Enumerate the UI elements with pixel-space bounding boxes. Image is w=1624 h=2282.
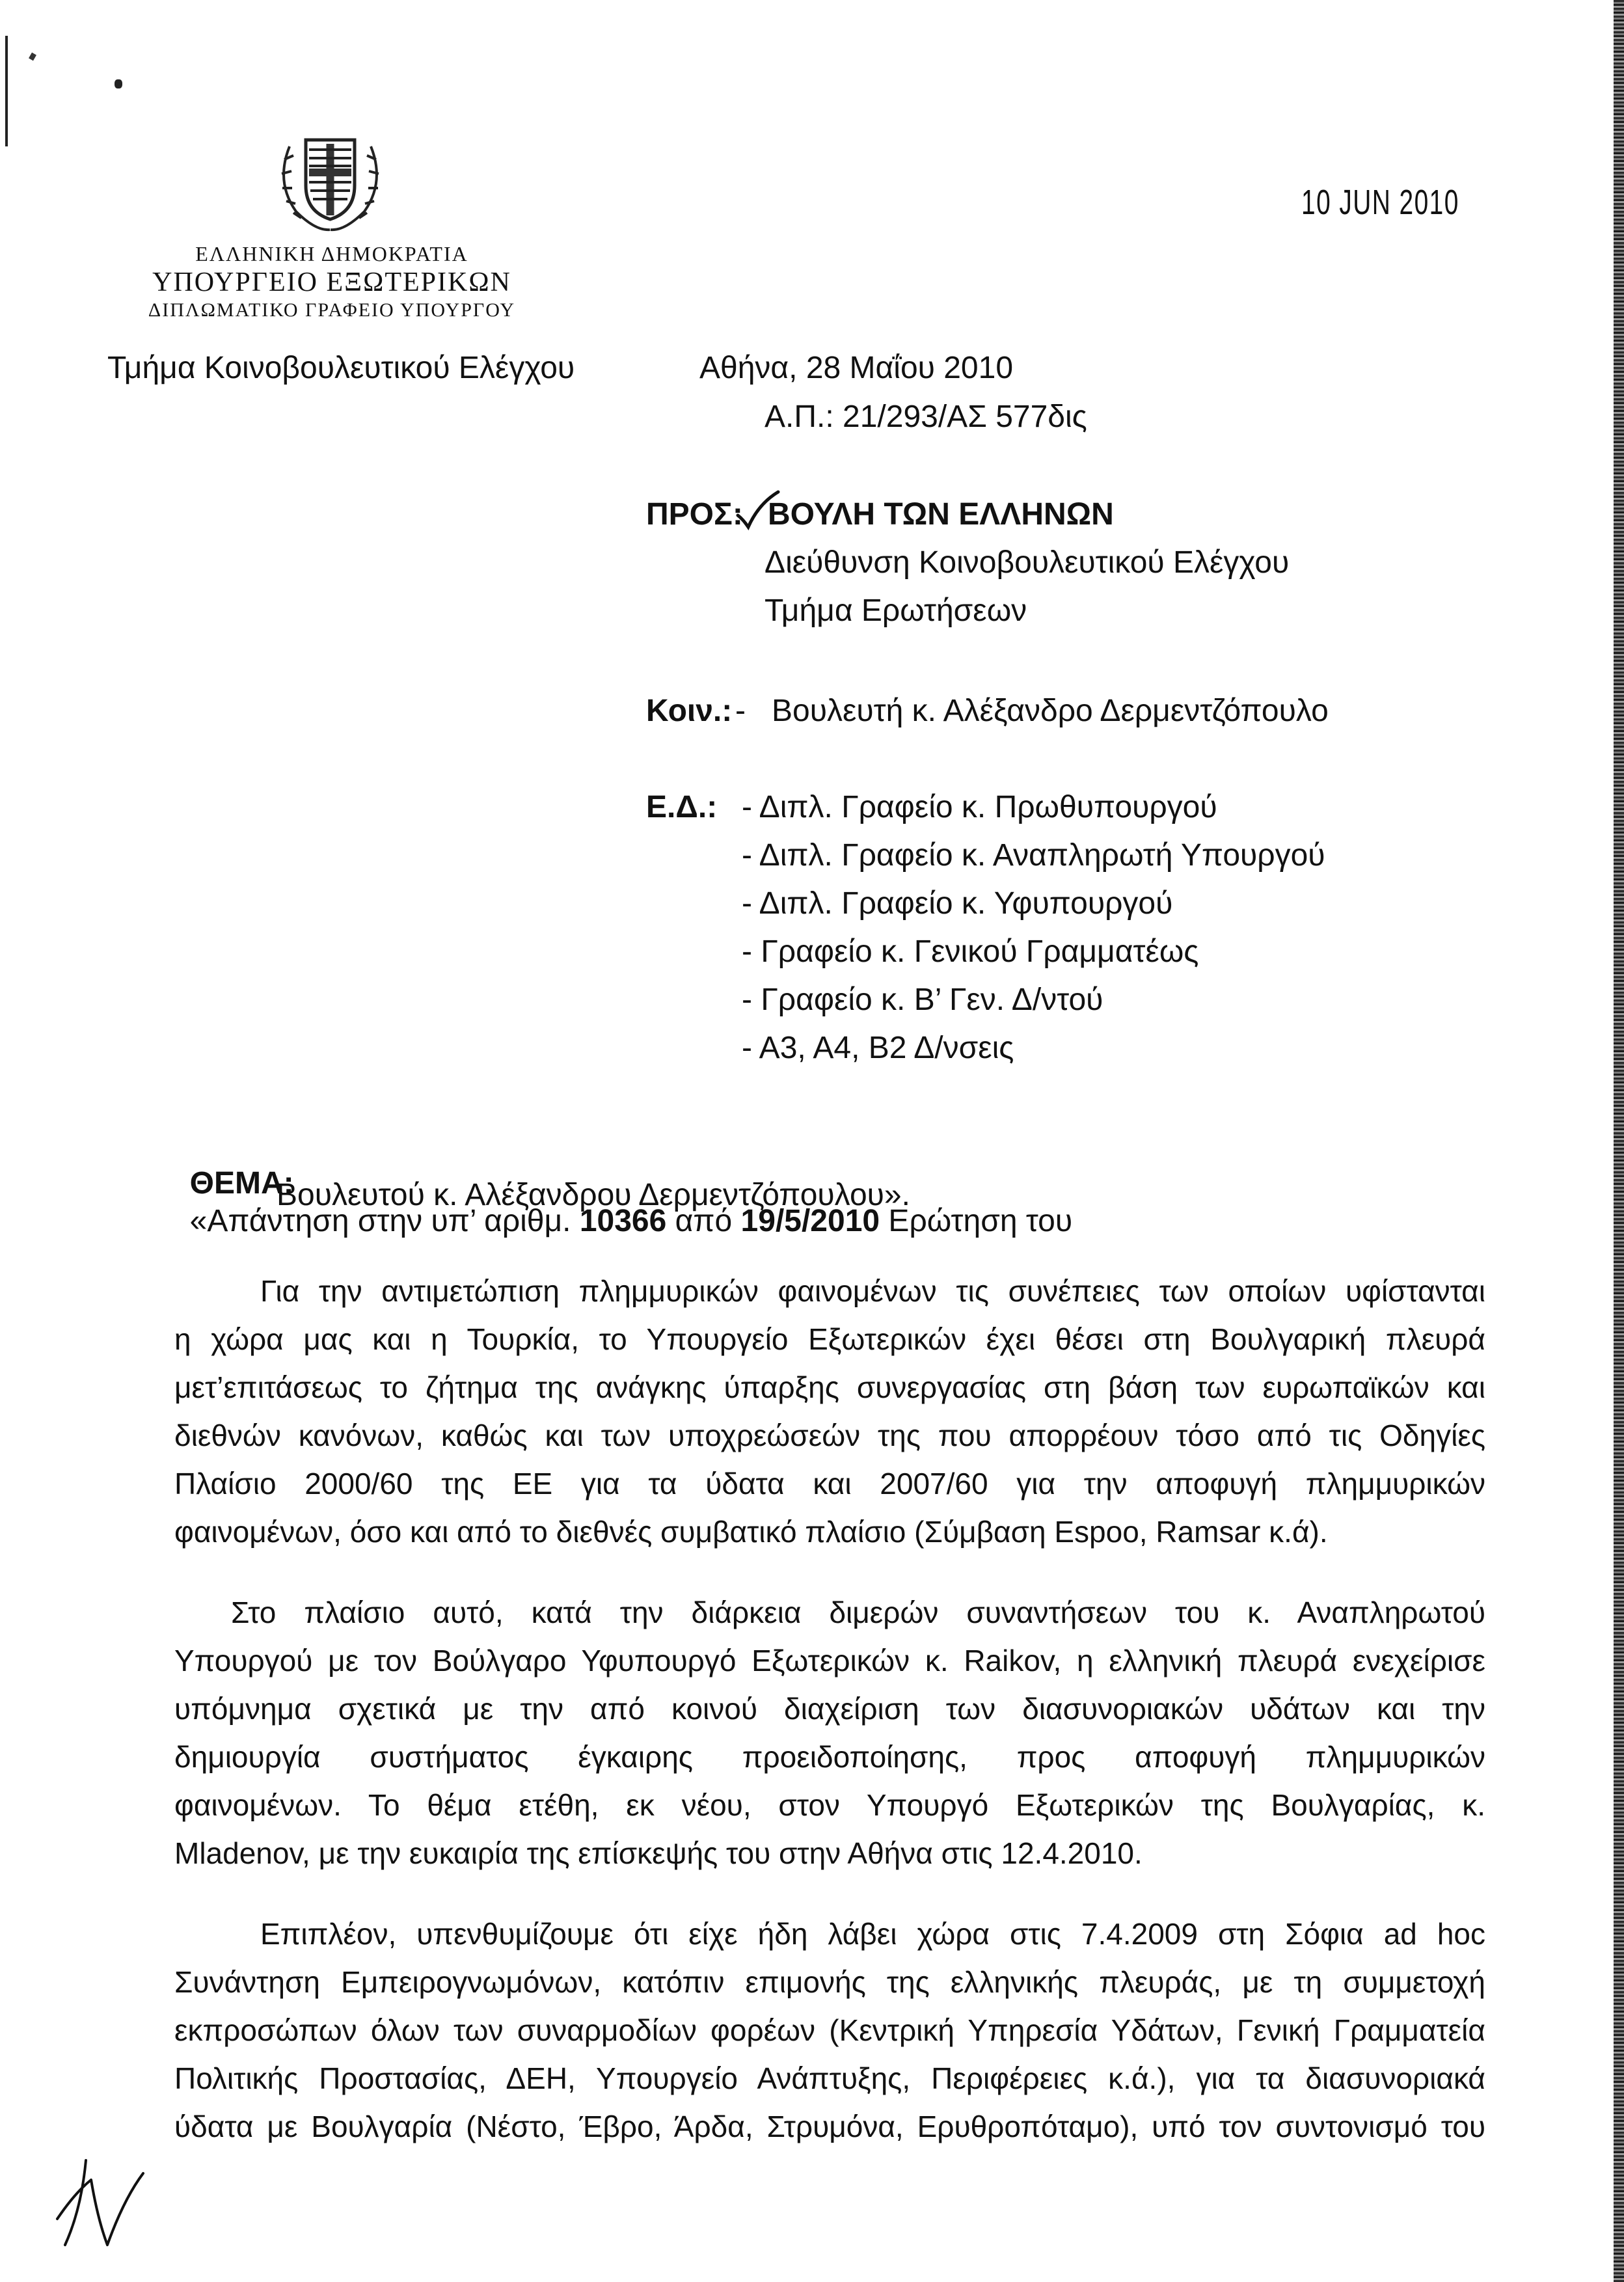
subject-label: ΘΕΜΑ: (189, 1166, 294, 1201)
paragraph-line: δημιουργία συστήματος έγκαιρης προειδοποίησης, προς αποφυγή πλημμυρικών (174, 1740, 1485, 1774)
internal-item: - Γραφείο κ. Β’ Γεν. Δ/ντού (742, 983, 1103, 1017)
org-line-1: ΕΛΛΗΝΙΚΗ ΔΗΜΟΚΡΑΤΙΑ (195, 242, 468, 265)
protocol-number: Α.Π.: 21/293/ΑΣ 577δις (765, 400, 1087, 434)
question-number: 10366 (579, 1204, 667, 1238)
internal-item: - Γραφείο κ. Γενικού Γραμματέως (742, 934, 1199, 969)
internal-item: - Διπλ. Γραφείο κ. Υφυπουργού (742, 886, 1173, 921)
place-date: Αθήνα, 28 Μαΐου 2010 (699, 351, 1014, 385)
handwritten-initials-icon (46, 2147, 156, 2251)
recipient-name: ΒΟΥΛΗ ΤΩΝ ΕΛΛΗΝΩΝ (768, 497, 1114, 532)
cc-label: Κοιν.: (646, 694, 733, 728)
paragraph-line: εκπροσώπων όλων των συναρμοδίων φορέων (Κεντρική Υπηρεσία Υδάτων, Γενική Γραμματεία (174, 2013, 1485, 2047)
question-date: 19/5/2010 (740, 1204, 880, 1238)
org-line-3: ΔΙΠΛΩΜΑΤΙΚΟ ΓΡΑΦΕΙΟ ΥΠΟΥΡΓΟΥ (148, 299, 516, 321)
paragraph-line: Για την αντιμετώπιση πλημμυρικών φαινομένων τις συνέπειες των οποίων υφίστανται (260, 1274, 1485, 1308)
subject-text: Ερώτηση του (880, 1204, 1073, 1238)
internal-distribution-label: Ε.Δ.: (646, 790, 718, 824)
internal-item: - Α3, Α4, Β2 Δ/νσεις (742, 1031, 1014, 1065)
paragraph-line: διεθνών κανόνων, καθώς και των υποχρεώσεών της που απορρέουν τόσο από τις Οδηγίες (174, 1419, 1485, 1452)
paragraph-line: υπόμνημα σχετικά με την από κοινού διαχείριση των διασυνοριακών υδάτων και την (174, 1692, 1485, 1726)
paragraph-line: Πολιτικής Προστασίας, ΔΕΗ, Υπουργείο Ανάπτυξης, Περιφέρειες κ.ά.), για τα διασυνοριακά (174, 2061, 1485, 2095)
department-name: Τμήμα Κοινοβουλευτικού Ελέγχου (107, 351, 575, 385)
paragraph-line: Πλαίσιο 2000/60 της ΕΕ για τα ύδατα και 2007/60 για την αποφυγή πλημμυρικών (174, 1467, 1485, 1501)
paragraph-line: Mladenov, με την ευκαιρία της επίσκεψής του στην Αθήνα στις 12.4.2010. (174, 1836, 1143, 1870)
coat-of-arms-emblem (270, 120, 390, 234)
paragraph-line: Υπουργού με τον Βούλγαρο Υφυπουργό Εξωτερικών κ. Raikov, η ελληνική πλευρά ενεχείρισε (174, 1644, 1485, 1678)
internal-item: - Διπλ. Γραφείο κ. Αναπληρωτή Υπουργού (742, 838, 1325, 873)
paragraph-line: Στο πλαίσιο αυτό, κατά την διάρκεια διμερών συναντήσεων του κ. Αναπληρωτού (231, 1596, 1485, 1629)
scan-speck (29, 53, 36, 61)
cc-item: - Βουλευτή κ. Αλέξανδρο Δερμεντζόπουλο (735, 694, 1329, 728)
paragraph-line: ύδατα με Βουλγαρία (Νέστο, Έβρο, Άρδα, Στρυμόνα, Ερυθροπόταμο), υπό τον συντονισμό του (174, 2110, 1485, 2143)
recipient-line-3: Τμήμα Ερωτήσεων (765, 593, 1027, 628)
internal-item: - Διπλ. Γραφείο κ. Πρωθυπουργού (742, 790, 1217, 824)
paragraph-line: Συνάντηση Εμπειρογνωμόνων, κατόπιν επιμονής της ελληνικής πλευράς, με τη συμμετοχή (174, 1965, 1485, 1999)
scan-edge-right (1614, 0, 1624, 2282)
scan-speck (115, 79, 122, 88)
recipient-line-2: Διεύθυνση Κοινοβουλευτικού Ελέγχου (765, 545, 1290, 580)
subject-text: από (666, 1204, 741, 1238)
subject-text: «Απάντηση στην υπ’ αριθμ. (189, 1204, 580, 1238)
greek-coat-of-arms-icon (270, 120, 390, 234)
org-line-2: ΥΠΟΥΡΓΕΙΟ ΕΞΩΤΕΡΙΚΩΝ (152, 267, 511, 297)
paragraph-line: μετ’επιτάσεως το ζήτημα της ανάγκης ύπαρξης συνεργασίας στη βάση των ευρωπαϊκών και (174, 1370, 1485, 1404)
handwritten-initials (46, 2147, 156, 2251)
subject-line-2: Βουλευτού κ. Αλέξανδρου Δερμεντζόπουλου». (277, 1178, 910, 1212)
paragraph-line: Επιπλέον, υπενθυμίζουμε ότι είχε ήδη λάβει χώρα στις 7.4.2009 στη Σόφια ad hoc (260, 1917, 1485, 1951)
to-label: ΠΡΟΣ: (646, 497, 743, 532)
paragraph-line: φαινομένων, όσο και από το διεθνές συμβατικό πλαίσιο (Σύμβαση Espoo, Ramsar κ.ά). (174, 1515, 1328, 1549)
scan-edge-left (5, 36, 8, 146)
paragraph-line: φαινομένων. Το θέμα ετέθη, εκ νέου, στον Υπουργό Εξωτερικών της Βουλγαρίας, κ. (174, 1788, 1485, 1822)
received-date-stamp: 10 JUN 2010 (1301, 183, 1459, 222)
paragraph-line: η χώρα μας και η Τουρκία, το Υπουργείο Εξωτερικών έχει θέσει στη Βουλγαρική πλευρά (174, 1322, 1485, 1356)
